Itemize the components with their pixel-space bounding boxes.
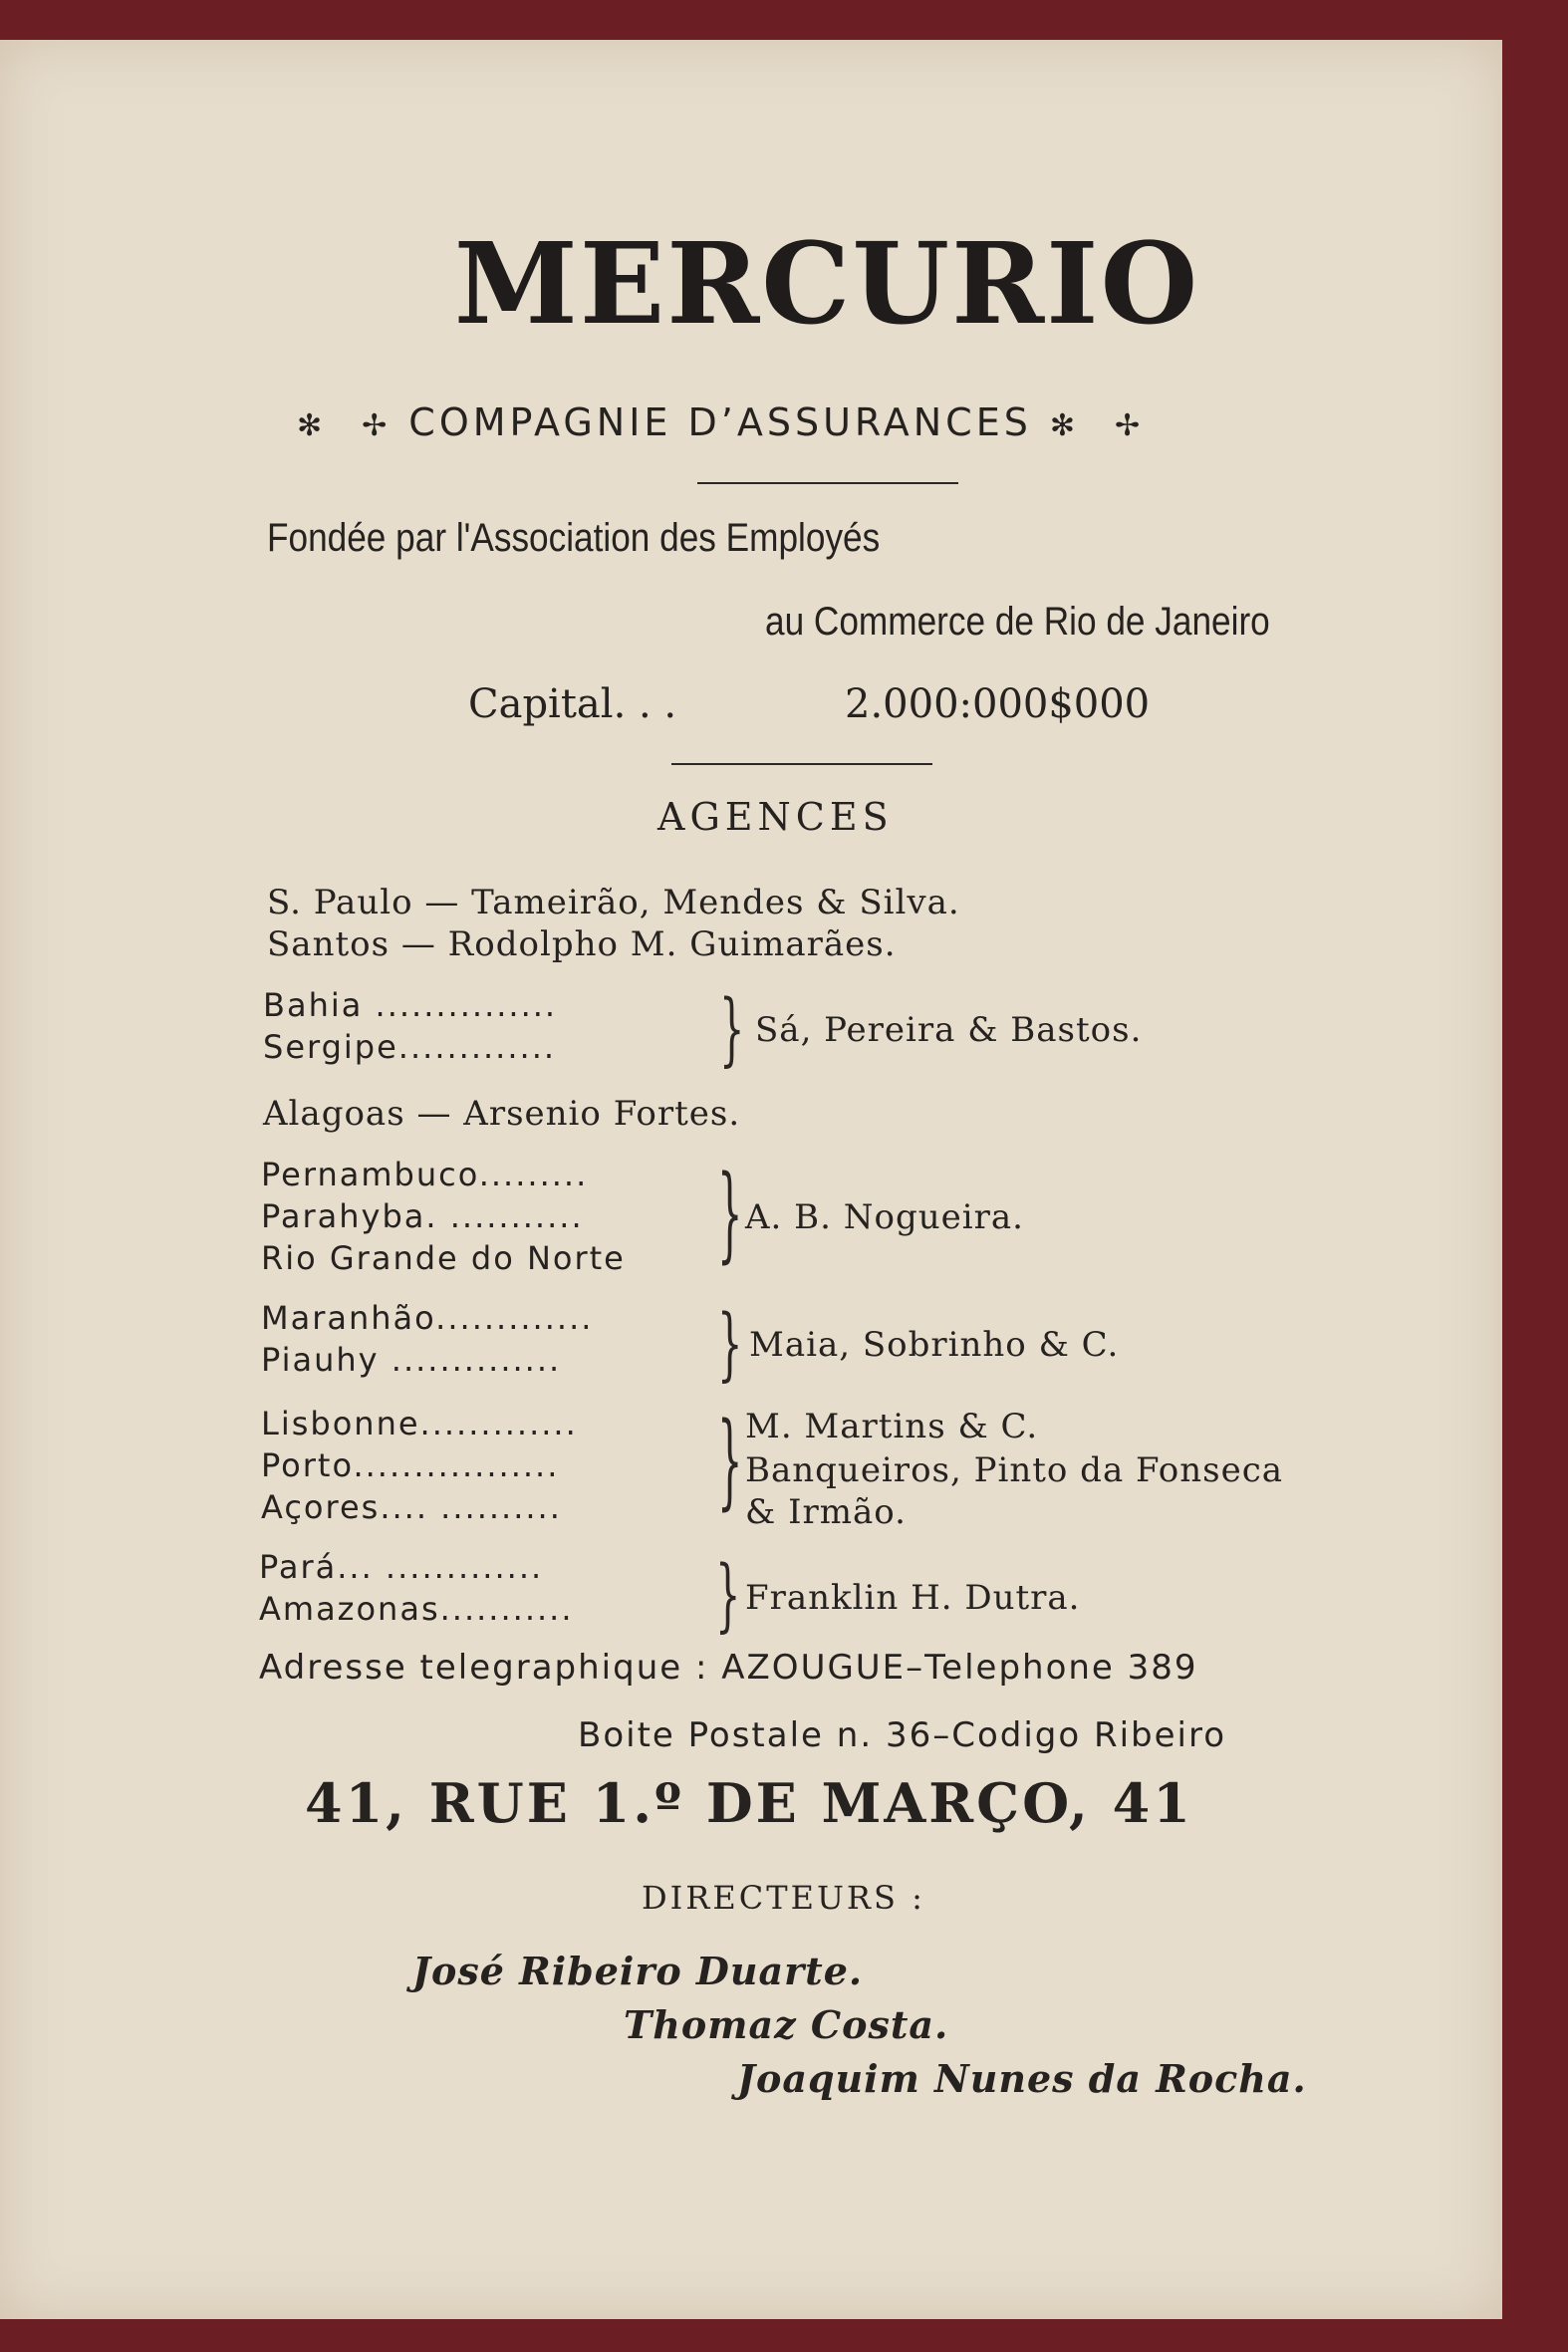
agent-lisbonne-2: Banqueiros, Pinto da Fonseca <box>745 1450 1284 1490</box>
region-sergipe: Sergipe............. <box>263 1028 557 1066</box>
region-maranhao: Maranhão............. <box>261 1299 594 1337</box>
region-label: Parahyba <box>261 1197 426 1235</box>
document-page <box>0 40 1502 2319</box>
telegraph-line: Adresse telegraphique : AZOUGUE–Telephone 389 <box>259 1648 1198 1688</box>
company-subtitle <box>279 400 1162 444</box>
region-label: Porto <box>261 1446 354 1484</box>
region-porto: Porto................. <box>261 1446 560 1484</box>
brace-icon: } <box>719 984 745 1076</box>
region-lisbonne: Lisbonne............. <box>261 1405 578 1442</box>
director-name: Joaquim Nunes da Rocha. <box>737 2056 1307 2101</box>
agency-alagoas: Alagoas — Arsenio Fortes. <box>263 1094 741 1134</box>
region-para: Pará... ............. <box>259 1548 544 1586</box>
street-address: 41, RUE 1.º DE MARÇO, 41 <box>305 1771 1193 1835</box>
region-label: Sergipe <box>263 1028 398 1066</box>
region-label: Pernambuco <box>261 1156 479 1193</box>
capital-value: 2.000:000$000 <box>845 681 1151 727</box>
cross-ornament-icon: ✢ <box>1114 408 1145 443</box>
region-label: Lisbonne <box>261 1405 420 1442</box>
region-amazonas: Amazonas........... <box>259 1590 574 1628</box>
agent-pernambuco: A. B. Nogueira. <box>745 1197 1024 1237</box>
asterisk-ornament-icon: ✻ <box>297 408 327 443</box>
region-pernambuco: Pernambuco......... <box>261 1156 589 1193</box>
region-parahyba: Parahyba. ........... <box>261 1197 584 1235</box>
director-name: José Ribeiro Duarte. <box>412 1949 864 1993</box>
region-label: Açores <box>261 1488 381 1526</box>
agency-sao-paulo: S. Paulo — Tameirão, Mendes & Silva. <box>267 883 960 922</box>
agent-lisbonne-3: & Irmão. <box>745 1492 907 1532</box>
region-piauhy: Piauhy .............. <box>261 1341 562 1379</box>
region-acores: Açores.... .......... <box>261 1488 562 1526</box>
region-rio-grande: Rio Grande do Norte <box>261 1239 626 1277</box>
founded-line-1: Fondée par l'Association des Employés <box>267 516 881 560</box>
region-label: Piauhy <box>261 1341 380 1379</box>
region-label: Maranhão <box>261 1299 436 1337</box>
agent-bahia: Sá, Pereira & Bastos. <box>755 1010 1143 1050</box>
agent-para: Franklin H. Dutra. <box>745 1578 1081 1618</box>
region-bahia: Bahia ............... <box>263 986 558 1024</box>
divider-rule <box>697 482 958 484</box>
agent-maranhao: Maia, Sobrinho & C. <box>749 1325 1120 1365</box>
agency-santos: Santos — Rodolpho M. Guimarães. <box>267 924 897 964</box>
agences-heading: AGENCES <box>657 795 894 839</box>
asterisk-ornament-icon: ✻ <box>1049 408 1079 443</box>
directeurs-heading: DIRECTEURS : <box>642 1879 925 1917</box>
brace-icon: } <box>717 1299 743 1391</box>
region-label: Pará <box>259 1548 338 1586</box>
brace-icon: } <box>717 1403 743 1522</box>
cross-ornament-icon: ✢ <box>362 408 392 443</box>
divider-rule <box>671 763 932 765</box>
region-label: Bahia <box>263 986 364 1024</box>
company-title: MERCURIO <box>453 219 1200 350</box>
subtitle-text: COMPAGNIE D’ASSURANCES <box>408 400 1032 444</box>
brace-icon: } <box>717 1156 743 1275</box>
founded-line-2: au Commerce de Rio de Janeiro <box>765 600 1270 644</box>
postal-line: Boite Postale n. 36–Codigo Ribeiro <box>578 1715 1227 1755</box>
director-name: Thomaz Costa. <box>624 2002 949 2047</box>
capital-label: Capital. . . <box>468 681 677 727</box>
agent-lisbonne-1: M. Martins & C. <box>745 1407 1039 1446</box>
region-label: Amazonas <box>259 1590 440 1628</box>
brace-icon: } <box>715 1550 741 1642</box>
